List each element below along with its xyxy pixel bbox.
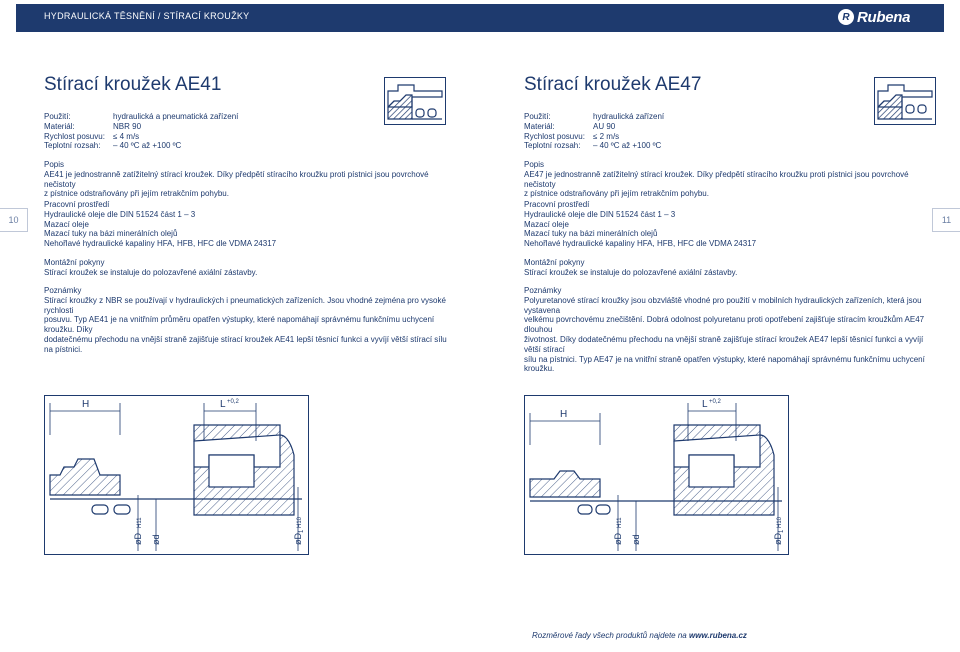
footer-note (532, 631, 747, 640)
text-line: Mazací tuky na bázi minerálních olejů (44, 229, 178, 239)
spec-value: – 40 ºC až +100 ºC (593, 141, 662, 151)
text-line: dodatečnému přechodu na vnější straně zajišťuje stírací kroužek AE41 lepší těsnicí funkci a vyvíjí větší stírací sílu na pístnici. (44, 334, 447, 354)
spec-value: AU 90 (593, 121, 616, 131)
section-heading: Poznámky (44, 286, 82, 295)
rubena-logo[interactable] (838, 8, 910, 26)
dim-h-label: H (82, 399, 90, 410)
spec-row (524, 141, 664, 151)
text-line: Hydraulické oleje dle DIN 51524 část 1 – 3 (44, 209, 196, 219)
text-line: Mazací tuky na bázi minerálních olejů (524, 229, 658, 239)
spec-row (524, 132, 664, 142)
prostredi-section (524, 200, 934, 249)
spec-label: Rychlost posuvu: (44, 131, 105, 141)
text-line: Mazací oleje (524, 219, 569, 229)
spec-label: Rychlost posuvu: (524, 131, 585, 141)
dim-d1-subscript: 1 (779, 529, 785, 533)
seal-profile-thumbnail (384, 77, 446, 125)
spec-row (44, 132, 238, 142)
section-heading: Poznámky (524, 286, 562, 295)
text-line: Nehořlavé hydraulické kapaliny HFA, HFB, HFC dle VDMA 24317 (524, 239, 757, 249)
section-heading: Pracovní prostředí (44, 200, 110, 209)
text-line: Stírací kroužek se instaluje do polozavřené axiální zástavby. (44, 267, 258, 277)
montaz-section (524, 258, 934, 278)
seal-profile-thumbnail (874, 77, 936, 125)
page-number-right: 11 (932, 208, 960, 232)
text-line: z pístnice odstraňovány při jejím retrakčním pohybu. (524, 189, 709, 199)
dim-outer-diameter: øD (133, 533, 143, 545)
spec-list (44, 112, 238, 151)
text-line: posuvu. Typ AE41 je na vnitřním průměru opatřen výstupky, které napomáhají správnému funkčnímu uchycení kroužku. Díky (44, 315, 435, 335)
spec-label: Teplotní rozsah: (44, 141, 101, 151)
poznamky-section (44, 286, 454, 355)
text-line: z pístnice odstraňovány při jejím retrakčním pohybu. (44, 189, 229, 199)
footer-text: Rozměrové řady všech produktů najdete na (532, 631, 689, 640)
spec-value: ≤ 2 m/s (593, 131, 620, 141)
dim-outer-tolerance: H11 (137, 517, 143, 528)
spec-value: – 40 ºC až +100 ºC (113, 141, 182, 151)
spec-row (524, 122, 664, 132)
text-line: Stírací kroužky z NBR se používají v hydraulických i pneumatických zařízeních. Jsou vhodné zejména pro vysoké rychlosti (44, 295, 446, 315)
dim-l-tolerance: +0,2 (709, 399, 721, 405)
page-number-left: 10 (0, 208, 28, 232)
spec-list (524, 112, 664, 151)
dim-l-label: L (702, 399, 708, 410)
dim-outer-diameter: øD (613, 533, 623, 545)
poznamky-section (524, 286, 934, 374)
spec-label: Materiál: (44, 121, 75, 131)
spec-value: hydraulická zařízení (593, 112, 665, 121)
spec-row (44, 112, 238, 122)
product-title: Stírací kroužek AE41 (44, 74, 222, 95)
dim-rod-diameter: ød (631, 534, 641, 545)
dim-l-tolerance: +0,2 (227, 399, 239, 405)
text-line: Stírací kroužek se instaluje do polozavřené axiální zástavby. (524, 267, 738, 277)
rubena-logo-text: Rubena (857, 8, 911, 26)
text-line: Mazací oleje (44, 219, 89, 229)
text-line: sílu na pístnici. Typ AE47 je na vnitřní straně opatřen výstupky, které napomáhají správnému funkčnímu uchycení kroužku. (524, 354, 925, 374)
dim-rod-diameter: ød (151, 534, 161, 545)
dim-outer-tolerance: H11 (617, 517, 623, 528)
dim-d1-diameter: øD (293, 533, 303, 545)
text-line: AE47 je jednostranně zatížitelný stírací kroužek. Díky předpětí stíracího kroužku proti pístnici jsou povrchové nečistoty (524, 169, 909, 189)
section-heading: Montážní pokyny (44, 258, 105, 267)
section-heading: Popis (44, 160, 65, 169)
dim-l-label: L (220, 399, 226, 410)
spec-row (524, 112, 664, 122)
spec-label: Teplotní rozsah: (524, 141, 581, 151)
text-line: Polyuretanové stírací kroužky jsou obzvláště vhodné pro použití v mobilních hydraulických zařízeních, která jsou vystavena (524, 295, 922, 315)
popis-section (44, 160, 454, 199)
installation-drawing-ae41 (44, 395, 309, 555)
section-heading: Montážní pokyny (524, 258, 585, 267)
spec-value: NBR 90 (113, 121, 142, 131)
dim-d1-tolerance: H10 (777, 516, 783, 528)
dim-h-label: H (560, 409, 568, 420)
popis-section (524, 160, 934, 199)
prostredi-section (44, 200, 454, 249)
text-line: velkému povrchovému znečištění. Dobrá odolnost polyuretanu proti opotřebení zajišťuje stíracím kroužkům AE47 dlouhou (524, 315, 925, 335)
section-heading: Popis (524, 160, 545, 169)
spec-row (44, 122, 238, 132)
text-line: Hydraulické oleje dle DIN 51524 část 1 – 3 (524, 209, 676, 219)
header-title: HYDRAULICKÁ TĚSNĚNÍ / STÍRACÍ KROUŽKY (44, 11, 250, 21)
text-line: životnost. Díky dodatečnému přechodu na vnější straně zajišťuje stírací kroužek AE47 lepší těsnicí funkci a vyvíjí větší stírací (524, 334, 924, 354)
product-title: Stírací kroužek AE47 (524, 74, 702, 95)
footer-link[interactable]: www.rubena.cz (688, 631, 747, 640)
spec-value: hydraulická a pneumatická zařízení (113, 112, 239, 121)
text-line: Nehořlavé hydraulické kapaliny HFA, HFB, HFC dle VDMA 24317 (44, 239, 277, 249)
spec-label: Materiál: (524, 121, 555, 131)
dim-d1-tolerance: H10 (297, 516, 303, 528)
installation-drawing-ae47 (524, 395, 789, 555)
spec-label: Použití: (44, 112, 71, 121)
spec-row (44, 141, 238, 151)
spec-value: ≤ 4 m/s (113, 131, 140, 141)
montaz-section (44, 258, 454, 278)
rubena-logo-icon: R (838, 9, 854, 25)
spec-label: Použití: (524, 112, 551, 121)
text-line: AE41 je jednostranně zatížitelný stírací kroužek. Díky předpětí stíracího kroužku proti pístnici jsou povrchové nečistoty (44, 169, 429, 189)
dim-d1-subscript: 1 (299, 529, 305, 533)
section-heading: Pracovní prostředí (524, 200, 590, 209)
dim-d1-diameter: øD (773, 533, 783, 545)
